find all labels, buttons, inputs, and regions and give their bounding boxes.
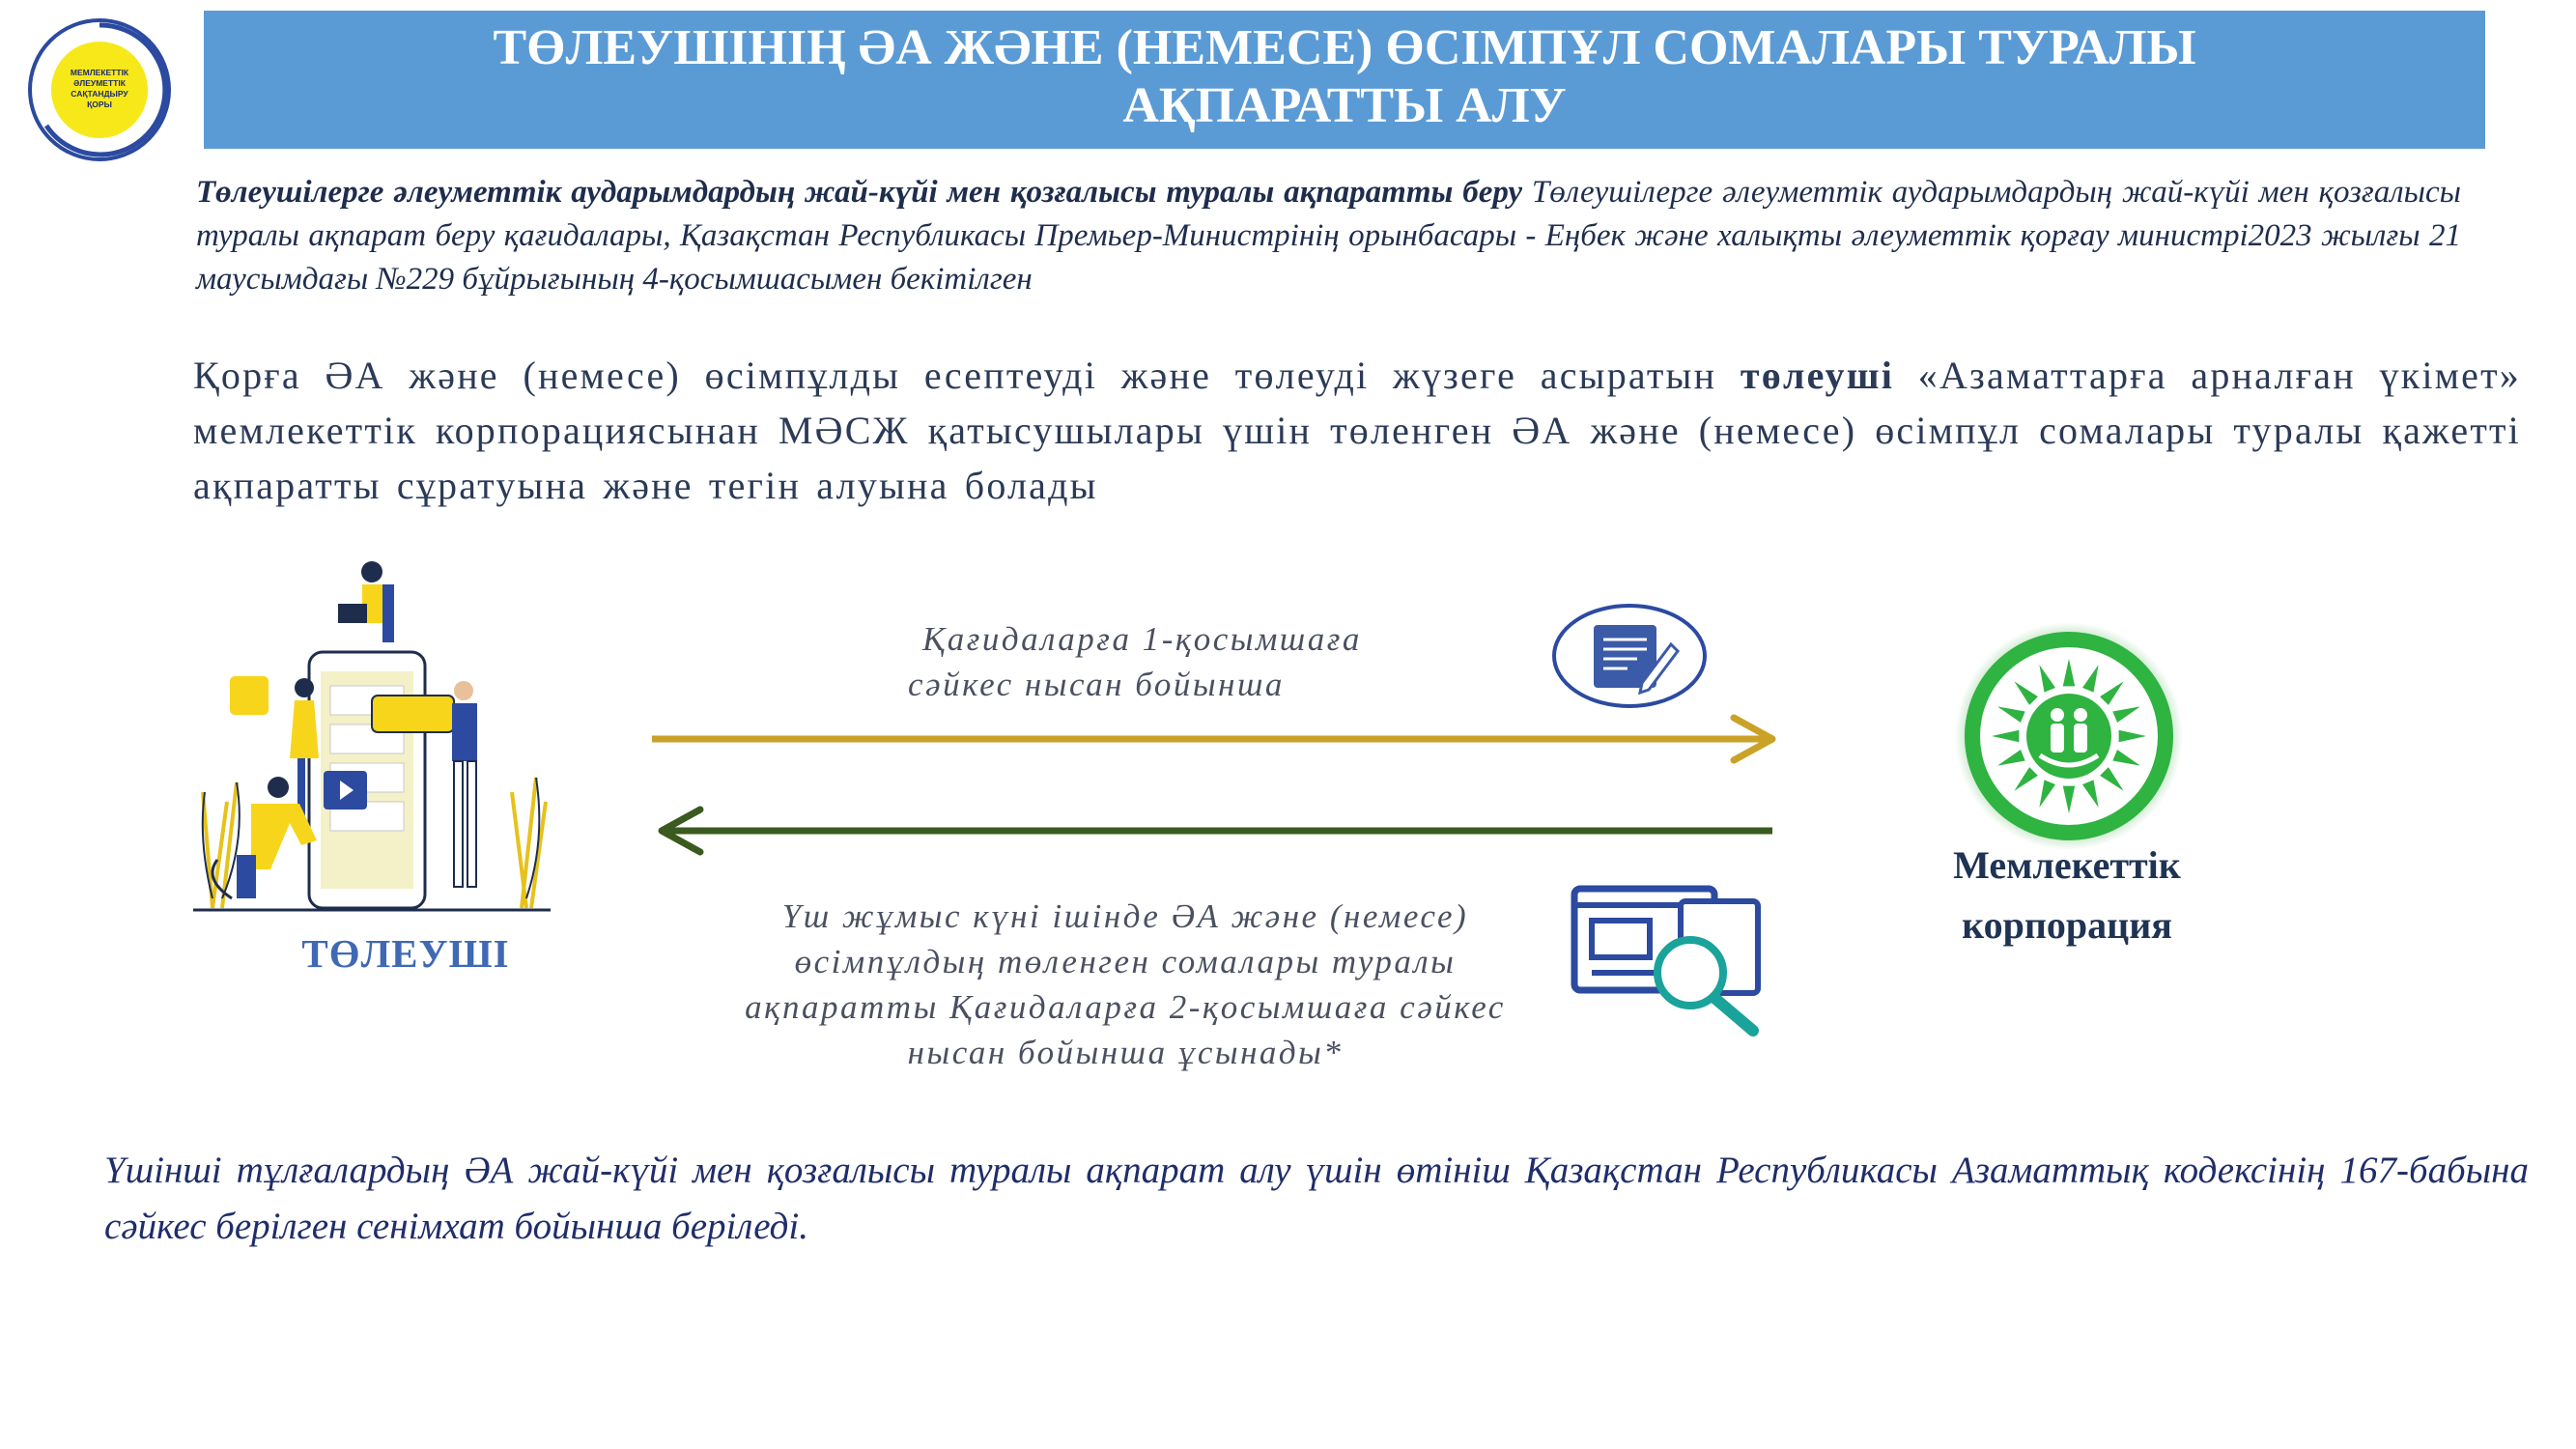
main-paragraph-part-1: Қорға ӘА және (немесе) өсімпұлды есептеуді және төлеуді жүзеге асыратын [193, 354, 1741, 397]
corporation-label-line-2: корпорация [1962, 903, 2172, 947]
main-paragraph-bold: төлеуші [1740, 354, 1895, 397]
main-paragraph [193, 348, 2521, 513]
rules-paragraph-bold: Төлеушілерге әлеуметтік аударымдардың жай-күйі мен қозғалысы туралы ақпаратты беру [196, 175, 1523, 210]
response-label-line-4: нысан бойынша ұсынады* [907, 1034, 1344, 1071]
page-title-line-2: АҚПАРАТТЫ АЛУ [1122, 78, 1567, 133]
corporation-logo [1953, 620, 2185, 852]
payer-label: ТӨЛЕУШІ [301, 931, 510, 976]
rules-paragraph-text: Төлеушілерге әлеуметтік аударымдардың жай-күйі мен қозғалысы туралы ақпарат беру қағидалары, Қазақстан Республикасы Премьер-Министрінің орынбасары - Еңбек және халықты әлеуметтік қорғау министрі2023 жылғы 21 маусымдағы №229 бұйрығының 4-қосымшасымен бекітілген [196, 175, 2461, 297]
corporation-label-line-1: Мемлекеттік [1953, 843, 2181, 887]
logo-text-4: ҚОРЫ [87, 99, 112, 109]
response-label-line-2: өсімпұлдың төленген сомалары туралы [794, 943, 1457, 980]
response-label-line-1: Үш жұмыс күні ішінде ӘА және (немесе) [781, 897, 1469, 935]
request-label-line-2: сәйкес нысан бойынша [908, 666, 1285, 703]
request-label-line-1: Қағидаларға 1-қосымшаға [922, 620, 1362, 658]
footer-note: Үшінші тұлғалардың ӘА жай-күйі мен қозғалысы туралы ақпарат алу үшін өтініш Қазақстан Республикасы Азаматтық кодексінің 167-бабына сәйкес берілген сенімхат бойынша беріледі. [104, 1150, 2529, 1247]
rules-paragraph [196, 171, 2461, 301]
corporation-label [1874, 836, 2260, 955]
page-title-line-1: ТӨЛЕУШІНІҢ ӘА ЖӘНЕ (НЕМЕСЕ) ӨСІМПҰЛ СОМАЛАРЫ ТУРАЛЫ [493, 20, 2196, 75]
payer-illustration [193, 551, 551, 918]
request-arrow [647, 710, 1787, 768]
response-arrow [647, 802, 1787, 860]
response-label-line-3: ақпаратты Қағидаларға 2-қосымшаға сәйкес [745, 988, 1506, 1026]
logo-text-3: САҚТАНДЫРУ [71, 89, 128, 99]
response-label [676, 894, 1574, 1075]
document-edit-icon [1550, 601, 1710, 712]
fund-logo [27, 17, 172, 162]
main-paragraph-part-2: «Азаматтарға арналған үкімет» мемлекеттік корпорациясынан МӘСЖ қатысушылары үшін төленген ӘА және (немесе) өсімпұл сомалары туралы қажетті ақпаратты сұратуына және тегін алуына болады [193, 354, 2521, 507]
page-title [204, 19, 2485, 135]
request-label [869, 616, 1545, 707]
report-search-icon [1565, 884, 1777, 1038]
logo-text-1: МЕМЛЕКЕТТІК [70, 68, 129, 77]
logo-text-2: ӘЛЕУМЕТТІК [73, 78, 126, 88]
